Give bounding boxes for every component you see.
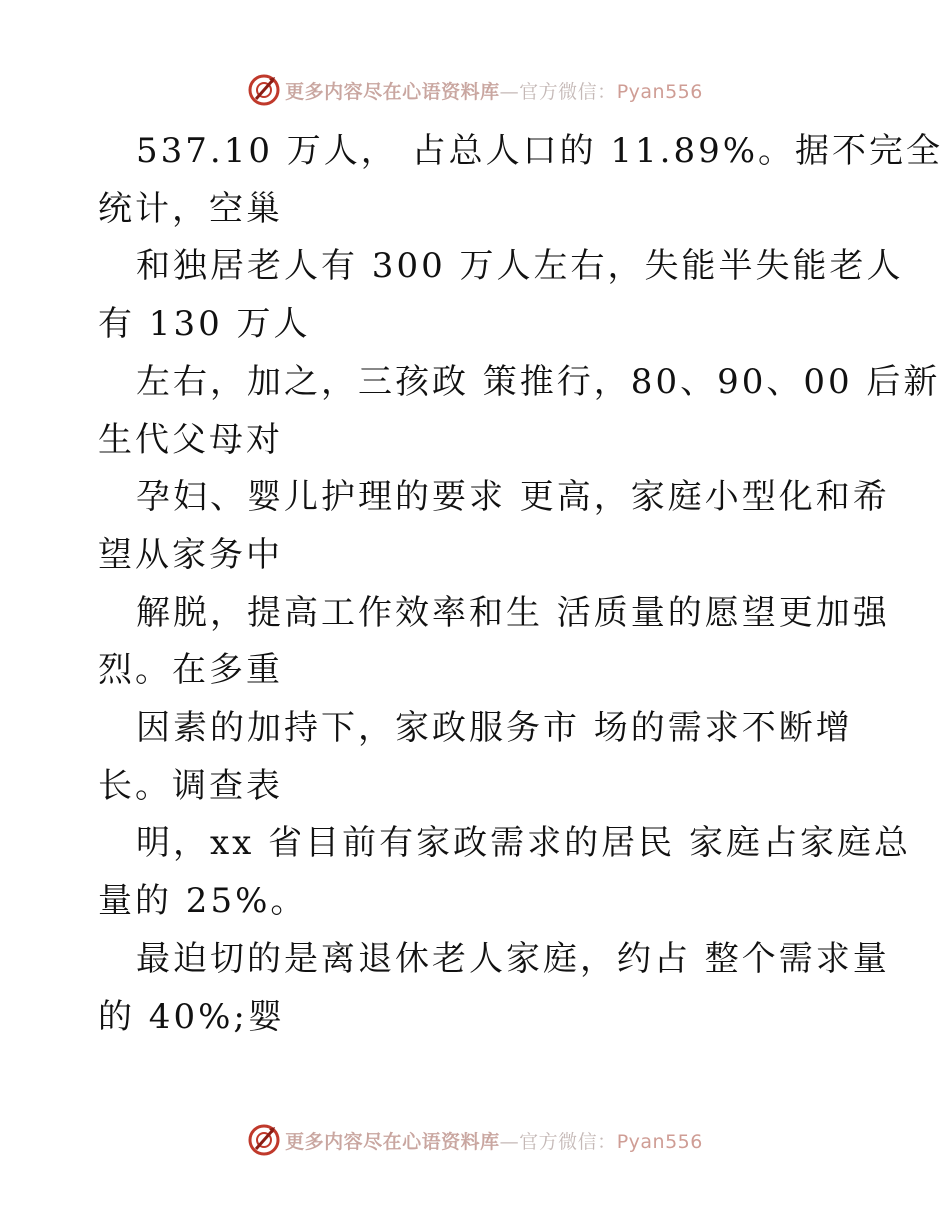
text-line: 和独居老人有 300 万人左右，失能半失能老人 bbox=[136, 246, 904, 287]
text-line: 长。调查表 bbox=[98, 765, 283, 806]
header-watermark-banner bbox=[0, 70, 950, 110]
text-line: 左右，加之，三孩政 策推行，80、90、00 后新 bbox=[136, 361, 941, 402]
text-line: 因素的加持下，家政服务市 场的需求不断增 bbox=[136, 708, 853, 749]
watermark-wechat-label: 官方微信： bbox=[519, 1130, 617, 1153]
brand-logo-icon bbox=[247, 1123, 281, 1157]
text-line: 的 40%;婴 bbox=[98, 996, 285, 1037]
document-body bbox=[98, 123, 944, 1046]
watermark-brand: 更多内容尽在心语资料库 bbox=[285, 80, 500, 103]
footer-watermark-banner bbox=[0, 1120, 950, 1160]
text-line: 量的 25%。 bbox=[98, 881, 308, 922]
text-line: 生代父母对 bbox=[98, 419, 283, 460]
watermark-separator: — bbox=[499, 80, 520, 103]
text-line: 统计，空巢 bbox=[98, 188, 283, 229]
text-line: 最迫切的是离退休老人家庭，约占 整个需求量 bbox=[136, 938, 890, 979]
watermark-wechat-id: Pyan556 bbox=[616, 1130, 703, 1153]
text-line: 明，xx 省目前有家政需求的居民 家庭占家庭总 bbox=[136, 823, 911, 864]
text-line: 孕妇、婴儿护理的要求 更高，家庭小型化和希 bbox=[136, 477, 890, 518]
watermark-brand: 更多内容尽在心语资料库 bbox=[285, 1130, 500, 1153]
brand-logo-icon bbox=[247, 73, 281, 107]
text-line: 537.10 万人， 占总人口的 11.89%。据不完全 bbox=[136, 131, 944, 171]
text-line: 解脱，提高工作效率和生 活质量的愿望更加强 bbox=[136, 592, 890, 633]
watermark-wechat-id: Pyan556 bbox=[616, 80, 703, 103]
watermark-separator: — bbox=[499, 1130, 520, 1153]
text-line: 烈。在多重 bbox=[98, 650, 283, 691]
watermark-wechat-label: 官方微信： bbox=[519, 80, 617, 103]
watermark-text bbox=[285, 1127, 703, 1154]
text-line: 有 130 万人 bbox=[98, 304, 311, 345]
watermark-text bbox=[285, 77, 703, 104]
text-line: 望从家务中 bbox=[98, 534, 283, 575]
